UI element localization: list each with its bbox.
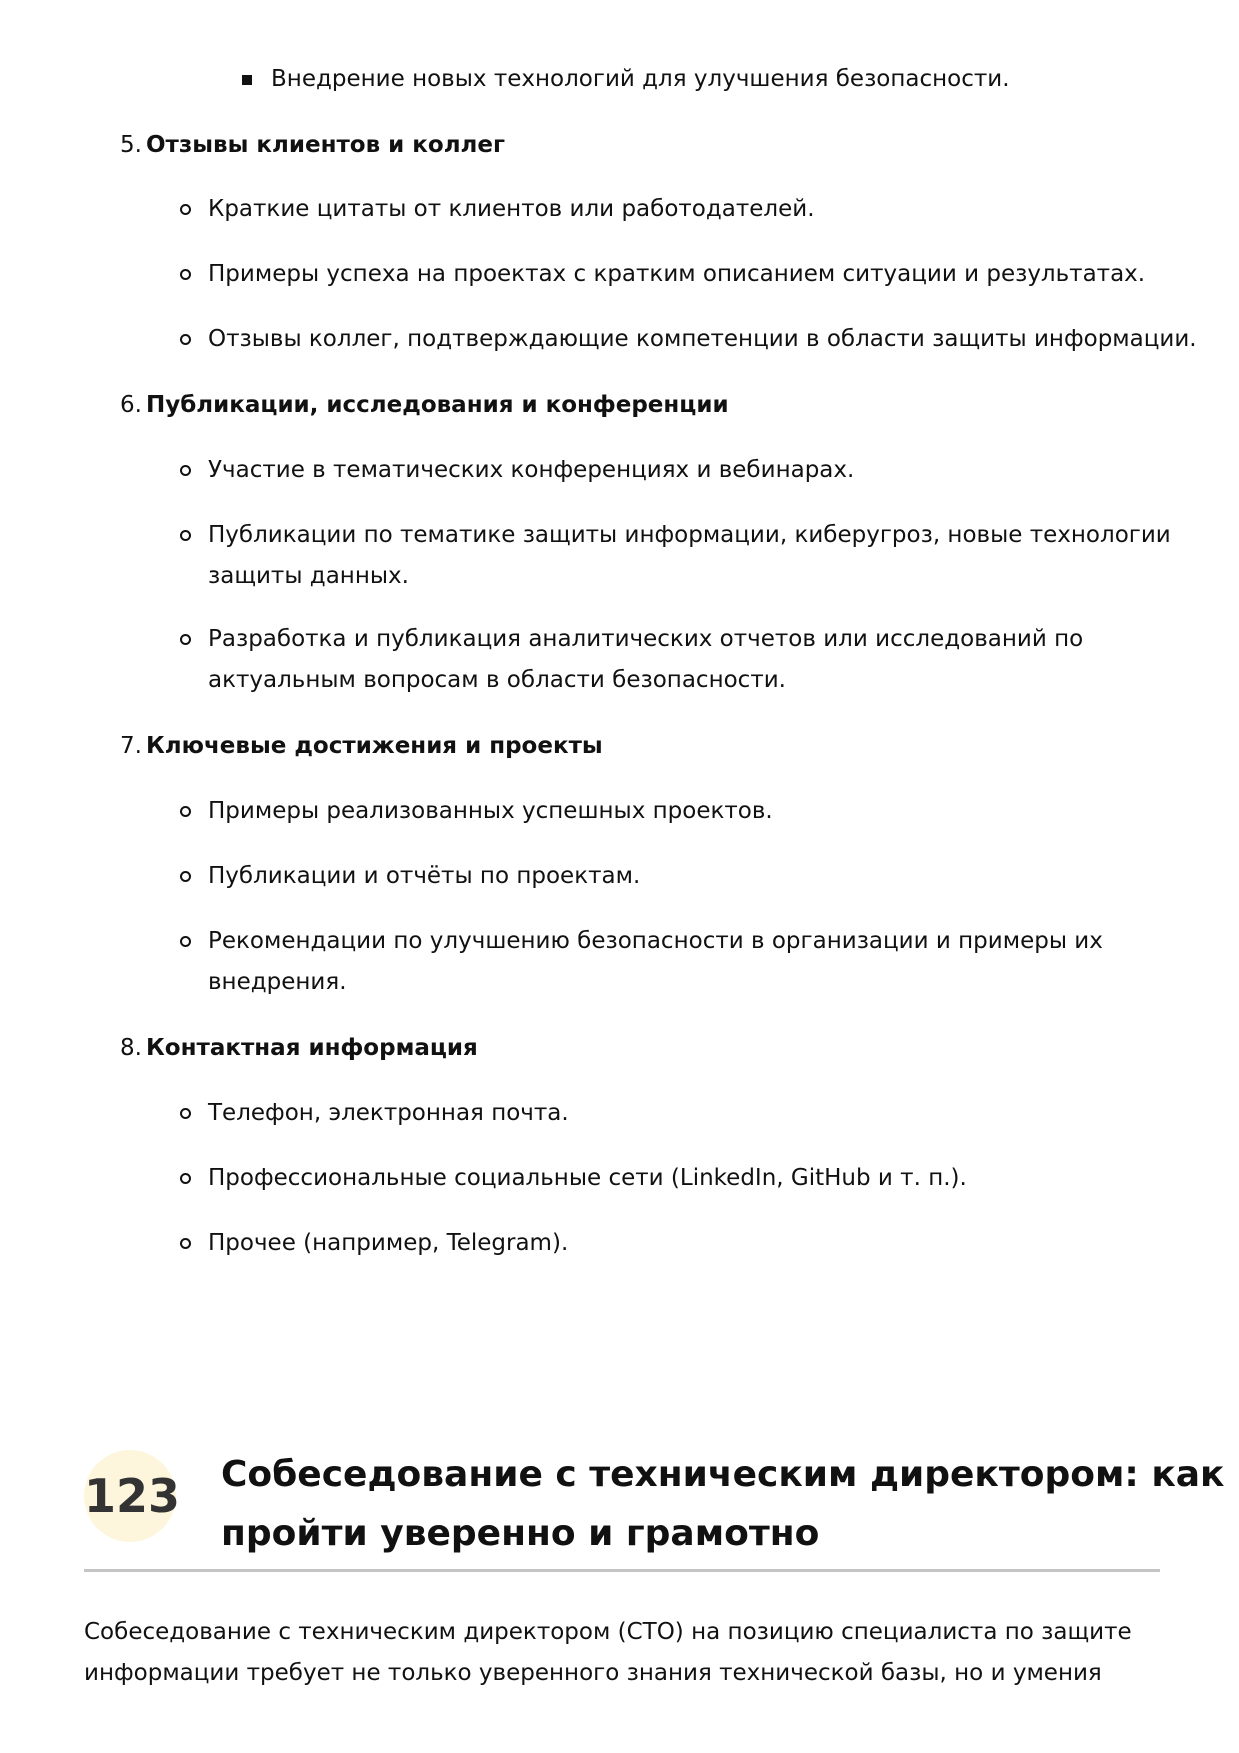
paragraph-line: информации требует не только уверенного знания технической базы, но и умения: [84, 1660, 1102, 1686]
section-number: 8.: [120, 1035, 142, 1061]
list-item-continuation: защиты данных.: [208, 563, 409, 589]
section-title: Отзывы клиентов и коллег: [146, 132, 506, 158]
section-title: Ключевые достижения и проекты: [146, 733, 603, 759]
chapter-divider: [84, 1569, 1160, 1572]
list-item: Примеры успеха на проектах с кратким описанием ситуации и результатах.: [208, 261, 1146, 287]
circle-bullet-icon: [180, 1173, 191, 1184]
list-item-continuation: внедрения.: [208, 969, 347, 995]
list-item: Рекомендации по улучшению безопасности в организации и примеры их: [208, 928, 1103, 954]
list-item: Публикации и отчёты по проектам.: [208, 863, 641, 889]
section-title: Контактная информация: [146, 1035, 478, 1061]
list-item: Прочее (например, Telegram).: [208, 1230, 569, 1256]
list-item: Публикации по тематике защиты информации, киберугроз, новые технологии: [208, 522, 1171, 548]
list-item: Отзывы коллег, подтверждающие компетенции в области защиты информации.: [208, 326, 1197, 352]
circle-bullet-icon: [180, 334, 191, 345]
circle-bullet-icon: [180, 634, 191, 645]
circle-bullet-icon: [180, 806, 191, 817]
circle-bullet-icon: [180, 936, 191, 947]
list-item: Примеры реализованных успешных проектов.: [208, 798, 773, 824]
chapter-number: 123: [84, 1469, 181, 1523]
list-item: Профессиональные социальные сети (LinkedIn, GitHub и т. п.).: [208, 1165, 967, 1191]
list-item: Разработка и публикация аналитических отчетов или исследований по: [208, 626, 1084, 652]
chapter-title-line: Собеседование с техническим директором: как: [221, 1454, 1225, 1495]
section-number: 5.: [120, 132, 142, 158]
circle-bullet-icon: [180, 269, 191, 280]
square-bullet-icon: [242, 75, 252, 85]
circle-bullet-icon: [180, 204, 191, 215]
list-item: Участие в тематических конференциях и вебинарах.: [208, 457, 855, 483]
circle-bullet-icon: [180, 465, 191, 476]
section-number: 7.: [120, 733, 142, 759]
paragraph-line: Собеседование с техническим директором (CTO) на позицию специалиста по защите: [84, 1619, 1132, 1645]
section-title: Публикации, исследования и конференции: [146, 392, 729, 418]
circle-bullet-icon: [180, 530, 191, 541]
circle-bullet-icon: [180, 1238, 191, 1249]
circle-bullet-icon: [180, 871, 191, 882]
chapter-title-line: пройти уверенно и грамотно: [221, 1513, 820, 1554]
list-item: Краткие цитаты от клиентов или работодателей.: [208, 196, 815, 222]
list-item: Внедрение новых технологий для улучшения безопасности.: [271, 66, 1010, 92]
list-item: Телефон, электронная почта.: [208, 1100, 569, 1126]
circle-bullet-icon: [180, 1108, 191, 1119]
section-number: 6.: [120, 392, 142, 418]
list-item-continuation: актуальным вопросам в области безопасности.: [208, 667, 786, 693]
